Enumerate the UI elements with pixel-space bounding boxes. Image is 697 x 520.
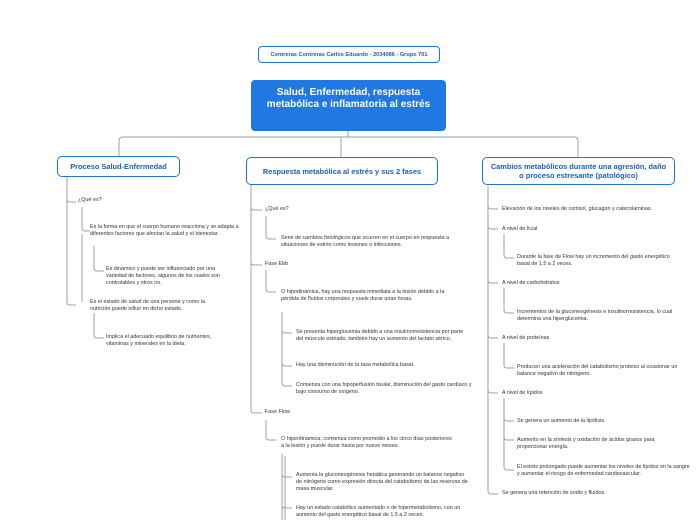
b1-answer-1[interactable]: Es la forma en que el cuerpo humano reacciona y se adapta a diferentes factores que afectan la salud y el bienestar.: [90, 224, 239, 237]
b2-question[interactable]: ¿Qué es?: [265, 206, 289, 212]
b1-answer-2-detail[interactable]: Implica el adecuado equilibrio de nutrientes, vitaminas y minerales en la dieta.: [106, 334, 212, 347]
b2-ebb-item-3[interactable]: Comienza con una hipoperfusión tisular, disminución del gasto cardíaco y bajo consumo de oxígeno.: [296, 382, 472, 395]
b3-item-carbohidratos[interactable]: A nivel de carbohidratos: [502, 280, 560, 286]
author-label[interactable]: Contreras Contreras Carlos Eduardo - 2034086 - Grupo 701: [258, 46, 440, 63]
b3-prot-detail[interactable]: Producen una aceleración del catabolismo proteico al ocasionar un balance negativo de nitrógeno.: [517, 364, 678, 377]
central-topic[interactable]: Salud, Enfermedad, respuesta metabólica e inflamatoria al estrés: [251, 80, 446, 131]
b2-flow-item-2[interactable]: Hay un estado catabólico aumentado o de hipermetabolismo, con un aumento del gasto energético basal de 1.5 a 2 veces.: [296, 505, 461, 518]
b1-answer-2[interactable]: Es el estado de salud de una persona y como la nutrición puede influir en dicho estado.: [90, 299, 206, 312]
branch-cambios-metabolicos[interactable]: Cambios metabólicos durante una agresión, daño o proceso estresante (patológico): [482, 157, 675, 185]
b2-ebb-item-2[interactable]: Hay una disminución de la tasa metabólica basal.: [296, 362, 415, 368]
b3-item-proteinas[interactable]: A nivel de proteínas: [502, 335, 550, 341]
branch-respuesta-metabolica[interactable]: Respuesta metabólica al estrés y sus 2 fases: [246, 157, 438, 185]
b2-definition[interactable]: Serie de cambios fisiológicos que ocurren en el cuerpo en respuesta a situaciones de estrés como lesiones o infecciones.: [281, 235, 450, 248]
b2-flow-description[interactable]: O hiperdinámica, comienza como promedio a los cinco días posteriores a la lesión y puede durar hasta por nueve meses.: [281, 436, 452, 449]
b3-item-sodio[interactable]: Se genera una retención de sodio y fluidos.: [502, 490, 606, 496]
b3-lip-detail-1[interactable]: Se genera un aumento de la lipólisis.: [517, 418, 606, 424]
b2-ebb-item-1[interactable]: Se presenta hiperglucemia debido a una insulinorresistencia por parte del músculo estriado, también hay un aumento del lactato sérico.: [296, 329, 464, 342]
b3-lip-detail-2[interactable]: Aumento en la síntesis y oxidación de ácidos grasos para proporcionar energía.: [517, 437, 655, 450]
b3-item-cortisol[interactable]: Elevación de los niveles de cortisol, glucagón y catecolaminas.: [502, 206, 653, 212]
b3-item-kcal[interactable]: A nivel de Kcal: [502, 226, 538, 232]
b3-lip-detail-3[interactable]: El estrés prolongado puede aumentar los niveles de lípidos en la sangre y aumentar el riesgo de enfermedad cardiovascular.: [517, 464, 690, 477]
b1-answer-1-detail[interactable]: Es dinámico y puede ser influenciado por una variedad de factores, algunos de los cuales son controlables y otros no.: [106, 266, 220, 286]
b2-ebb-description[interactable]: O hipodinámica, hay una respuesta inmediata a la lesión debido a la pérdida de fluidos corporales y suele durar unas horas.: [281, 289, 445, 302]
b2-fase-flow[interactable]: Fase Flow: [265, 409, 290, 415]
branch-proceso-salud-enfermedad[interactable]: Proceso Salud-Enfermedad: [57, 156, 180, 177]
b2-flow-item-1[interactable]: Aumenta la gluconeogénesis hepática generando un balance negativo de nitrógeno como expresión directa del catabolismo de las reservas de masa muscular.: [296, 472, 468, 492]
b3-kcal-detail[interactable]: Durante la fase de Flow hay un incremento del gasto energético basal de 1.5 a 2 veces.: [517, 254, 670, 267]
b1-question[interactable]: ¿Qué es?: [78, 197, 102, 203]
b3-item-lipidos[interactable]: A nivel de lípidos: [502, 390, 543, 396]
b3-carb-detail[interactable]: Incrementos de la gluconeogénesis e insulinorresistencia, lo cual determina una hiperglucemia.: [517, 309, 673, 322]
b2-fase-ebb[interactable]: Fase Ebb: [265, 261, 289, 267]
